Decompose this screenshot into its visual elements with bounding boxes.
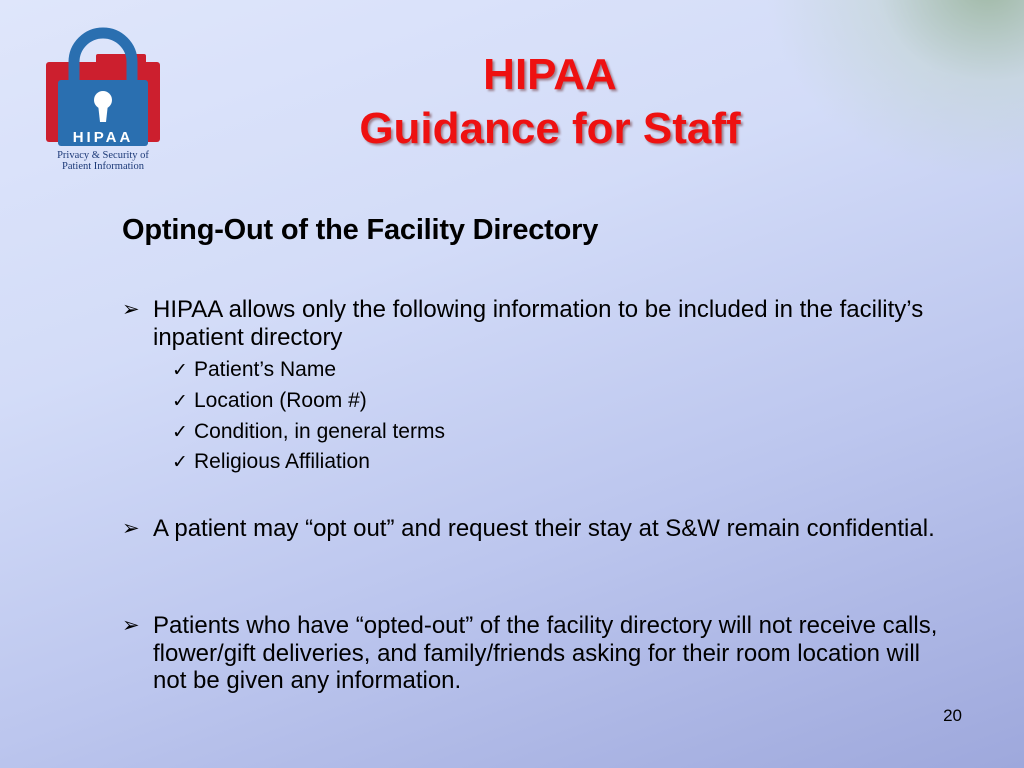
arrow-bullet-icon: ➢ — [122, 517, 140, 540]
page-number: 20 — [943, 706, 962, 725]
sub-item — [172, 388, 367, 415]
slide-title — [300, 48, 800, 156]
checkmark-icon: ✓ — [172, 391, 188, 412]
sub-item-text: Patient’s Name — [194, 358, 337, 381]
sub-item — [172, 449, 370, 476]
bullet-item — [122, 515, 952, 543]
bullet-item — [122, 296, 952, 351]
arrow-bullet-icon: ➢ — [122, 614, 140, 637]
sub-item-text: Location (Room #) — [194, 389, 367, 412]
padlock-icon — [38, 24, 168, 149]
checkmark-icon: ✓ — [172, 422, 188, 443]
arrow-bullet-icon: ➢ — [122, 298, 140, 321]
logo-caption-line1: Privacy & Security of — [57, 150, 149, 161]
logo-wordmark: HIPAA — [72, 129, 134, 146]
bullet-text: A patient may “opt out” and request their stay at S&W remain confidential. — [153, 515, 935, 542]
section-heading: Opting-Out of the Facility Directory — [122, 214, 599, 246]
bullet-text: Patients who have “opted-out” of the facility directory will not receive calls, flower/gift deliveries, and family/friends asking for their room location will not be given any information. — [153, 612, 938, 694]
title-line-1: HIPAA — [483, 50, 617, 99]
logo-caption — [38, 150, 168, 172]
title-line-2: Guidance for Staff — [359, 104, 741, 153]
sub-item — [172, 419, 445, 446]
sub-item — [172, 357, 336, 384]
sub-item-text: Condition, in general terms — [194, 420, 445, 443]
sub-item-text: Religious Affiliation — [194, 450, 370, 473]
folder-tab — [96, 54, 146, 68]
bullet-text: HIPAA allows only the following information to be included in the facility’s inpatient directory — [153, 296, 924, 351]
logo-caption-line2: Patient Information — [62, 161, 144, 172]
corner-glow — [764, 0, 1024, 180]
checkmark-icon: ✓ — [172, 360, 188, 381]
bullet-item — [122, 612, 952, 695]
hipaa-logo — [38, 24, 168, 174]
checkmark-icon: ✓ — [172, 452, 188, 473]
